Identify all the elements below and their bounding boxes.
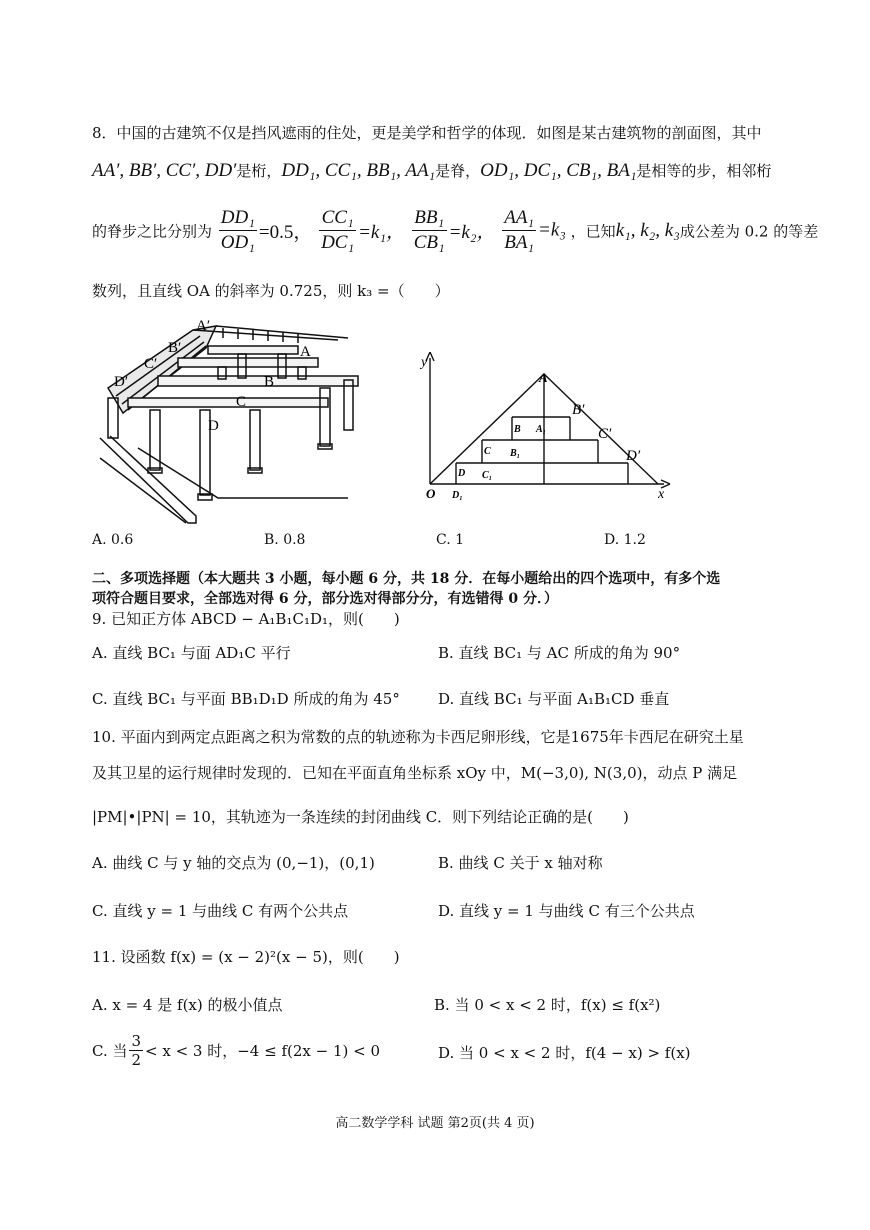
label-b: B — [264, 374, 275, 390]
point-c-label: C — [484, 446, 491, 457]
axis-x-label: x — [658, 487, 665, 502]
point-d-prime-label: D′ — [626, 448, 641, 464]
q10-line2: 及其卫星的运行规律时发现的．已知在平面直角坐标系 xOy 中，M(−3,0), N(3,0)，动点 P 满足 — [92, 764, 738, 782]
q8-option-a: A. 0.6 — [92, 532, 134, 548]
q8-line3-b: ，已知 — [570, 222, 616, 241]
label-a: A — [300, 344, 311, 360]
label-c: C — [236, 394, 247, 410]
q8-line3 — [92, 206, 818, 255]
label-c-prime: C′ — [144, 356, 158, 372]
q11-stem: 11. 设函数 f(x) = (x − 2)²(x − 5)，则( ) — [92, 948, 400, 966]
point-c1-label: C₁ — [482, 470, 493, 481]
point-b-prime-label: B′ — [572, 402, 585, 418]
section-heading-line2: 项符合题目要求，全部选对得 6 分，部分选对得部分分，有选错得 0 分．） — [92, 591, 558, 607]
ratio-value-4: =k₃ — [538, 219, 566, 241]
ratio-fraction-1: $\frac{\text{DD₁}}{\text{OD₁}}$ — [220, 207, 255, 253]
q9-option-d: D. 直线 BC₁ 与平面 A₁B₁CD 垂直 — [438, 690, 670, 708]
q11-option-b: B. 当 0 < x < 2 时，f(x) ≤ f(x²) — [434, 996, 661, 1014]
label-b-prime: B′ — [168, 340, 182, 356]
q8-ridges: DD₁, CC₁, BB₁, AA₁ — [281, 160, 436, 181]
q9-option-b: B. 直线 BC₁ 与 AC 所成的角为 90° — [438, 644, 681, 662]
q10-option-d: D. 直线 y = 1 与曲线 C 有三个公共点 — [438, 902, 695, 920]
label-d: D — [208, 418, 219, 434]
q10-line3: |PM|•|PN| = 10，其轨迹为一条连续的封闭曲线 C．则下列结论正确的是( ) — [92, 808, 629, 826]
q11-option-c-rest: < x < 3 时，−4 ≤ f(2x − 1) < 0 — [145, 1042, 381, 1060]
ratio-value-3: =k₂， — [448, 222, 496, 243]
point-a-label: A — [539, 370, 548, 385]
q11-option-d: D. 当 0 < x < 2 时，f(4 − x) > f(x) — [438, 1044, 691, 1062]
ratio-fraction-3: $\frac{\text{BB₁}}{\text{CB₁}}$ — [413, 207, 445, 253]
ground-slab — [100, 436, 196, 523]
q8-option-b: B. 0.8 — [264, 532, 306, 548]
q8-line2-b: 是脊， — [435, 162, 481, 180]
ratio-fraction-4: $\frac{\text{AA₁}}{\text{BA₁}}$ — [504, 207, 535, 253]
axis-y-label: y — [421, 355, 428, 370]
q8-purlins: AA′, BB′, CC′, DD′ — [92, 160, 237, 181]
label-d-prime: D′ — [114, 374, 129, 390]
ratio-value-2: =k₁， — [358, 222, 405, 243]
q8-steps: OD₁, DC₁, CB₁, BA₁ — [480, 160, 637, 181]
q9-option-a: A. 直线 BC₁ 与面 AD₁C 平行 — [92, 644, 291, 662]
point-d1-label: D₁ — [452, 490, 463, 501]
q11-option-c-prefix: C. 当 — [92, 1042, 128, 1060]
roof-profile-graph — [412, 352, 682, 504]
point-b-label: B — [514, 424, 521, 435]
point-a1-label: A₁ — [536, 424, 547, 435]
q8-line2 — [92, 160, 771, 182]
q8-line4: 数列，且直线 OA 的斜率为 0.725，则 k₃ =（ ） — [92, 282, 450, 300]
point-d-label: D — [458, 468, 466, 479]
ancient-building-figure — [98, 318, 368, 526]
q10-option-a: A. 曲线 C 与 y 轴的交点为 (0,−1)，(0,1) — [92, 854, 375, 872]
q8-option-d: D. 1.2 — [604, 532, 646, 548]
q11-option-a: A. x = 4 是 f(x) 的极小值点 — [92, 996, 283, 1014]
section-heading-line1: 二、多项选择题（本大题共 3 小题，每小题 6 分，共 18 分．在每小题给出的四个选项中，有多个选 — [92, 571, 721, 587]
point-b1-label: B₁ — [510, 448, 521, 459]
origin-label: O — [426, 486, 436, 501]
q10-line1: 10. 平面内到两定点距离之积为常数的点的轨迹称为卡西尼卵形线，它是1675年卡西尼在研究土星 — [92, 728, 744, 746]
q8-line1: 8．中国的古建筑不仅是挡风遮雨的住处，更是美学和哲学的体现．如图是某古建筑物的剖面图，其中 — [92, 124, 762, 142]
q8-line2-a: 是桁， — [236, 162, 282, 180]
q8-line3-c: 成公差为 0.2 的等差 — [679, 222, 819, 241]
ratio-fraction-2: $\frac{\text{CC₁}}{\text{DC₁}}$ — [321, 207, 355, 253]
q8-ks: k₁, k₂, k₃ — [615, 219, 680, 241]
q10-option-c: C. 直线 y = 1 与曲线 C 有两个公共点 — [92, 902, 349, 920]
label-a-prime: A′ — [196, 318, 211, 334]
q11-option-c — [92, 1032, 380, 1069]
point-c-prime-label: C′ — [598, 426, 612, 442]
q9-stem: 9. 已知正方体 ABCD − A₁B₁C₁D₁，则( ) — [92, 610, 400, 628]
page-footer: 高二数学学科 试题 第2页(共 4 页) — [335, 1116, 535, 1131]
q8-option-c: C. 1 — [436, 532, 465, 548]
ratio-value-1: =0.5， — [258, 222, 313, 243]
q10-option-b: B. 曲线 C 关于 x 轴对称 — [438, 854, 603, 872]
q9-option-c: C. 直线 BC₁ 与平面 BB₁D₁D 所成的角为 45° — [92, 690, 400, 708]
q11-option-c-fraction: $\frac{3}{2}$ — [131, 1032, 142, 1069]
q8-line3-a: 的脊步之比分别为 — [92, 222, 213, 241]
q8-line2-c: 是相等的步，相邻桁 — [636, 162, 772, 180]
